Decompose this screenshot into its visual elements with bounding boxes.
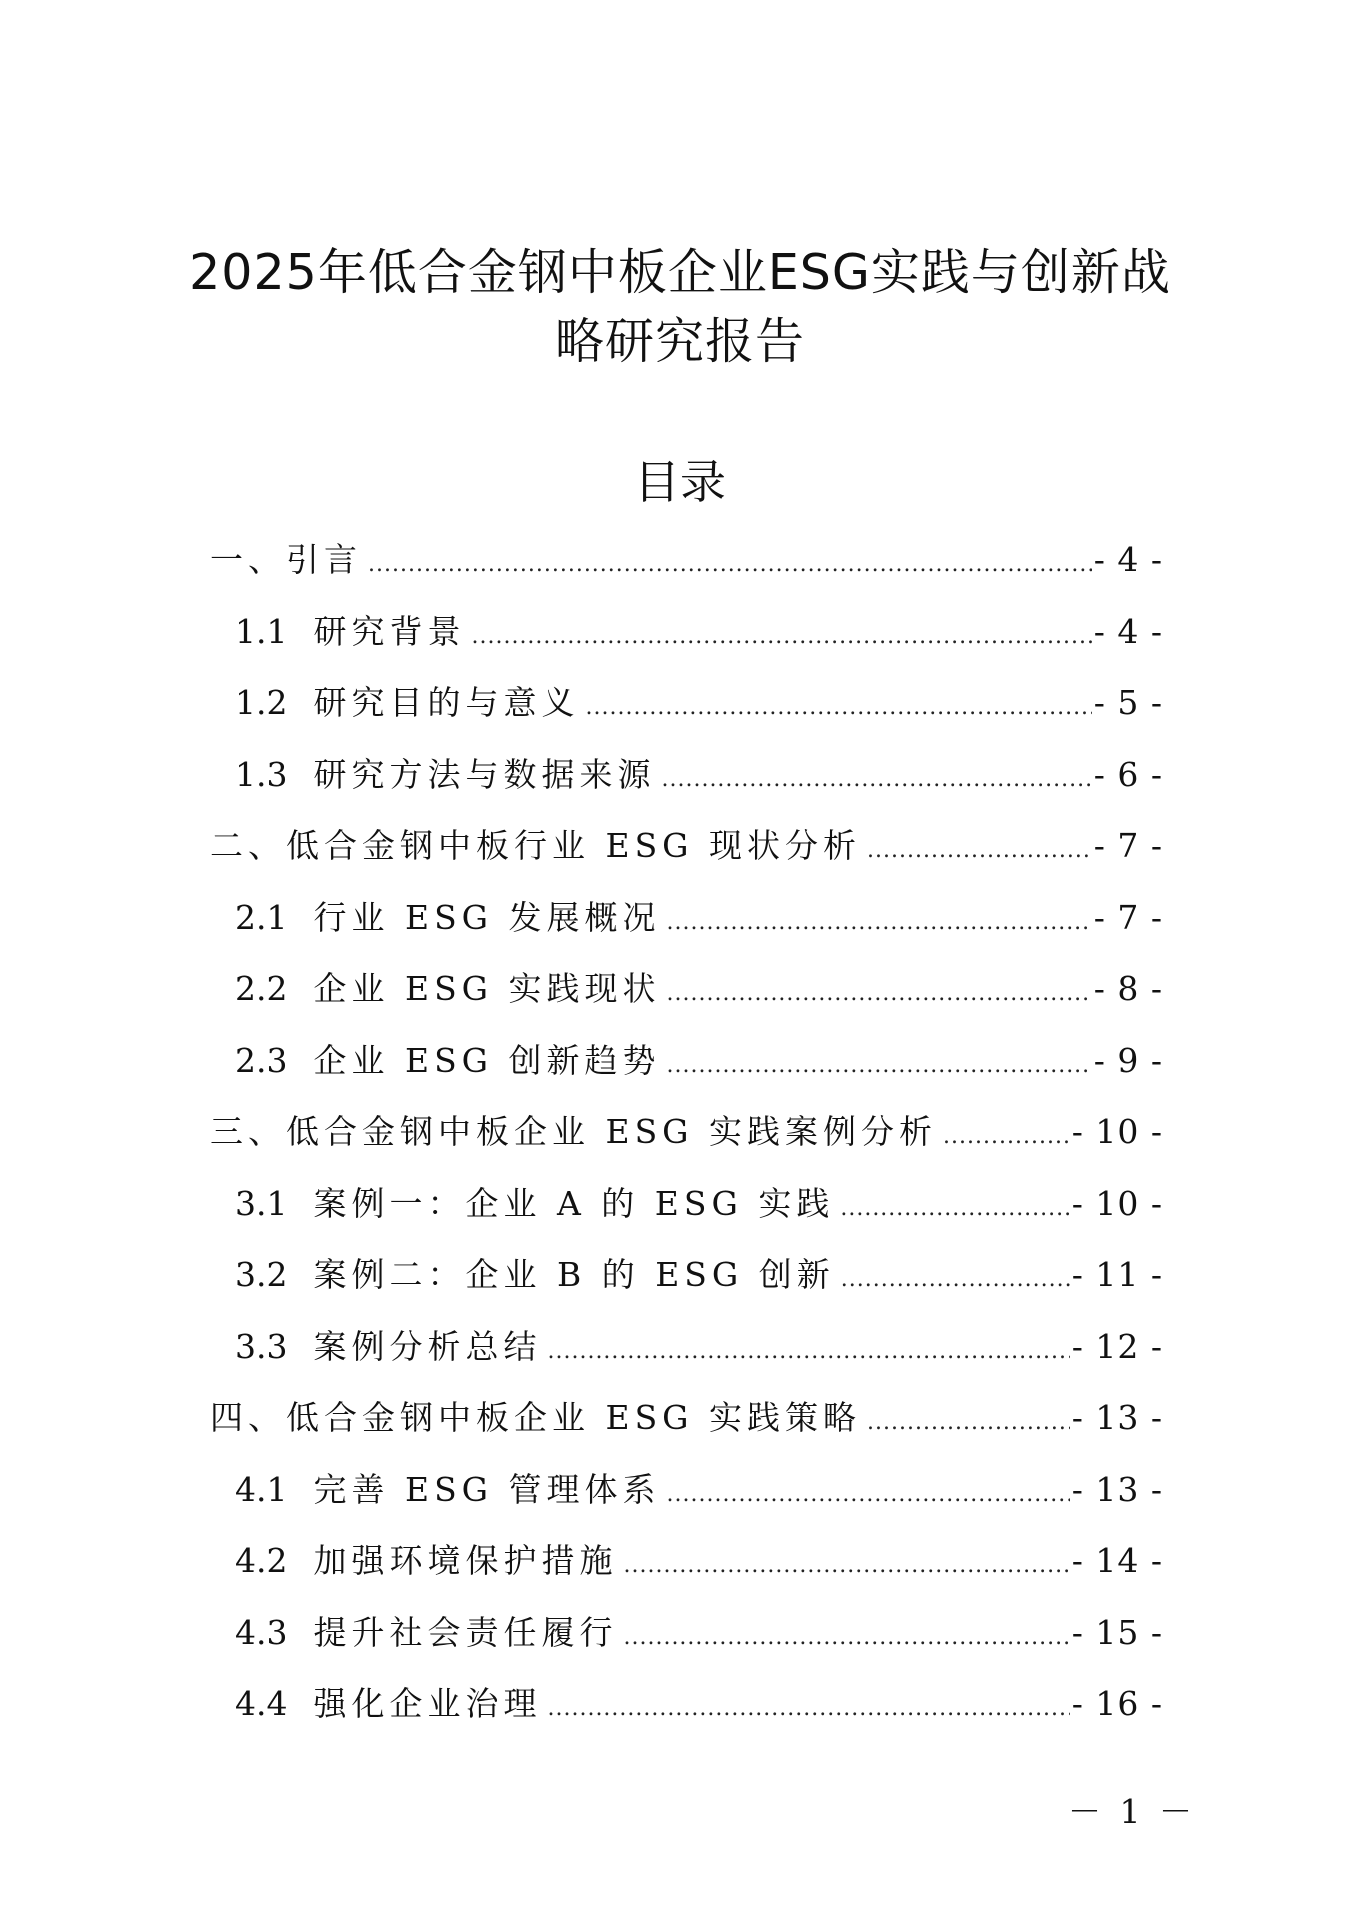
toc-entry[interactable] xyxy=(210,1096,1163,1168)
toc-entry-label: 行业 ESG 发展概况 xyxy=(313,897,661,937)
toc-entry-label: 研究背景 xyxy=(313,611,466,651)
document-title-line-1: 2025年低合金钢中板企业ESG实践与创新战 xyxy=(189,244,1171,301)
toc-entry-label: 研究目的与意义 xyxy=(313,683,580,722)
toc-dot-leader xyxy=(667,958,1092,1030)
toc-entry-number: 2.3 xyxy=(235,1040,288,1080)
toc-entry-label: 强化企业治理 xyxy=(313,1684,542,1723)
toc-entry-label: 加强环境保护措施 xyxy=(313,1541,618,1580)
toc-entry-page: - 4 - xyxy=(1093,540,1163,579)
toc-entry-page: - 5 - xyxy=(1093,683,1163,722)
document-title xyxy=(180,238,1180,376)
toc-entry-label: 三、低合金钢中板企业 ESG 实践案例分析 xyxy=(210,1112,938,1151)
toc-entry[interactable] xyxy=(210,1239,1163,1311)
toc-entry[interactable] xyxy=(210,1168,1163,1240)
toc-dot-leader xyxy=(547,1316,1069,1388)
toc-entry-page: - 7 - xyxy=(1093,897,1163,937)
toc-entry-label: 案例二：企业 B 的 ESG 创新 xyxy=(313,1255,835,1294)
toc-entry-number: 4.1 xyxy=(235,1469,288,1509)
page-number: － 1 － xyxy=(1068,1792,1196,1831)
toc-entry-page: - 7 - xyxy=(1093,826,1163,865)
toc-dot-leader xyxy=(867,1387,1070,1459)
toc-entry-number: 3.1 xyxy=(235,1183,288,1223)
toc-dot-leader xyxy=(547,1673,1069,1745)
toc-entry-page: - 13 - xyxy=(1071,1398,1163,1437)
toc-dot-leader xyxy=(623,1602,1069,1674)
toc-dot-leader xyxy=(667,887,1092,959)
toc-entry[interactable] xyxy=(210,596,1163,668)
toc-entry[interactable] xyxy=(210,1597,1163,1669)
table-of-contents xyxy=(210,524,1163,1740)
toc-entry-label: 企业 ESG 创新趋势 xyxy=(313,1040,661,1080)
toc-entry-number: 1.1 xyxy=(235,611,288,651)
toc-entry[interactable] xyxy=(210,953,1163,1025)
toc-entry-number: 4.4 xyxy=(235,1684,288,1723)
toc-entry-page: - 10 - xyxy=(1071,1112,1163,1151)
toc-dot-leader xyxy=(943,1101,1070,1173)
toc-dot-leader xyxy=(841,1244,1070,1316)
toc-entry-page: - 11 - xyxy=(1071,1255,1163,1294)
toc-dot-leader xyxy=(471,601,1091,673)
toc-entry-page: - 13 - xyxy=(1071,1469,1163,1509)
toc-dot-leader xyxy=(840,1173,1069,1245)
toc-entry[interactable] xyxy=(210,1668,1163,1740)
toc-entry-page: - 9 - xyxy=(1093,1040,1163,1080)
toc-entry-number: 4.2 xyxy=(235,1541,288,1580)
toc-entry-label: 完善 ESG 管理体系 xyxy=(313,1469,661,1509)
toc-entry-page: - 4 - xyxy=(1093,611,1163,651)
toc-heading: 目录 xyxy=(634,455,726,509)
toc-entry-number: 2.2 xyxy=(235,969,288,1008)
toc-entry[interactable] xyxy=(210,667,1163,739)
toc-dot-leader xyxy=(368,529,1092,601)
toc-entry[interactable] xyxy=(210,739,1163,811)
toc-dot-leader xyxy=(667,1030,1092,1102)
toc-entry-label: 一、引言 xyxy=(210,540,362,579)
toc-entry-label: 二、低合金钢中板行业 ESG 现状分析 xyxy=(210,826,862,865)
toc-entry[interactable] xyxy=(210,524,1163,596)
toc-entry[interactable] xyxy=(210,1311,1163,1383)
toc-entry-label: 四、低合金钢中板企业 ESG 实践策略 xyxy=(210,1398,862,1437)
toc-entry[interactable] xyxy=(210,1525,1163,1597)
toc-entry[interactable] xyxy=(210,882,1163,954)
toc-entry-number: 3.2 xyxy=(235,1255,288,1294)
toc-entry-page: - 15 - xyxy=(1071,1612,1163,1652)
toc-dot-leader xyxy=(661,744,1091,816)
toc-entry-page: - 14 - xyxy=(1071,1541,1163,1580)
toc-entry-page: - 8 - xyxy=(1093,969,1163,1008)
toc-entry-number: 1.3 xyxy=(235,754,288,794)
toc-entry-number: 4.3 xyxy=(235,1612,288,1652)
toc-dot-leader xyxy=(867,815,1092,887)
toc-entry[interactable] xyxy=(210,810,1163,882)
toc-entry-page: - 10 - xyxy=(1071,1183,1163,1223)
toc-entry-label: 案例分析总结 xyxy=(313,1326,542,1366)
toc-entry-label: 案例一：企业 A 的 ESG 实践 xyxy=(313,1183,835,1223)
document-title-line-2: 略研究报告 xyxy=(554,313,805,370)
toc-entry[interactable] xyxy=(210,1454,1163,1526)
toc-entry-page: - 6 - xyxy=(1093,754,1163,794)
toc-dot-leader xyxy=(667,1459,1070,1531)
toc-entry-number: 1.2 xyxy=(235,683,288,722)
toc-entry-number: 3.3 xyxy=(235,1326,288,1366)
toc-dot-leader xyxy=(623,1530,1069,1602)
toc-entry-number: 2.1 xyxy=(235,897,288,937)
toc-entry-label: 企业 ESG 实践现状 xyxy=(313,969,661,1008)
toc-dot-leader xyxy=(585,672,1091,744)
toc-entry-label: 提升社会责任履行 xyxy=(313,1612,618,1652)
toc-entry-page: - 16 - xyxy=(1071,1684,1163,1723)
toc-entry-label: 研究方法与数据来源 xyxy=(313,754,656,794)
toc-entry[interactable] xyxy=(210,1025,1163,1097)
toc-entry-page: - 12 - xyxy=(1071,1326,1163,1366)
toc-entry[interactable] xyxy=(210,1382,1163,1454)
